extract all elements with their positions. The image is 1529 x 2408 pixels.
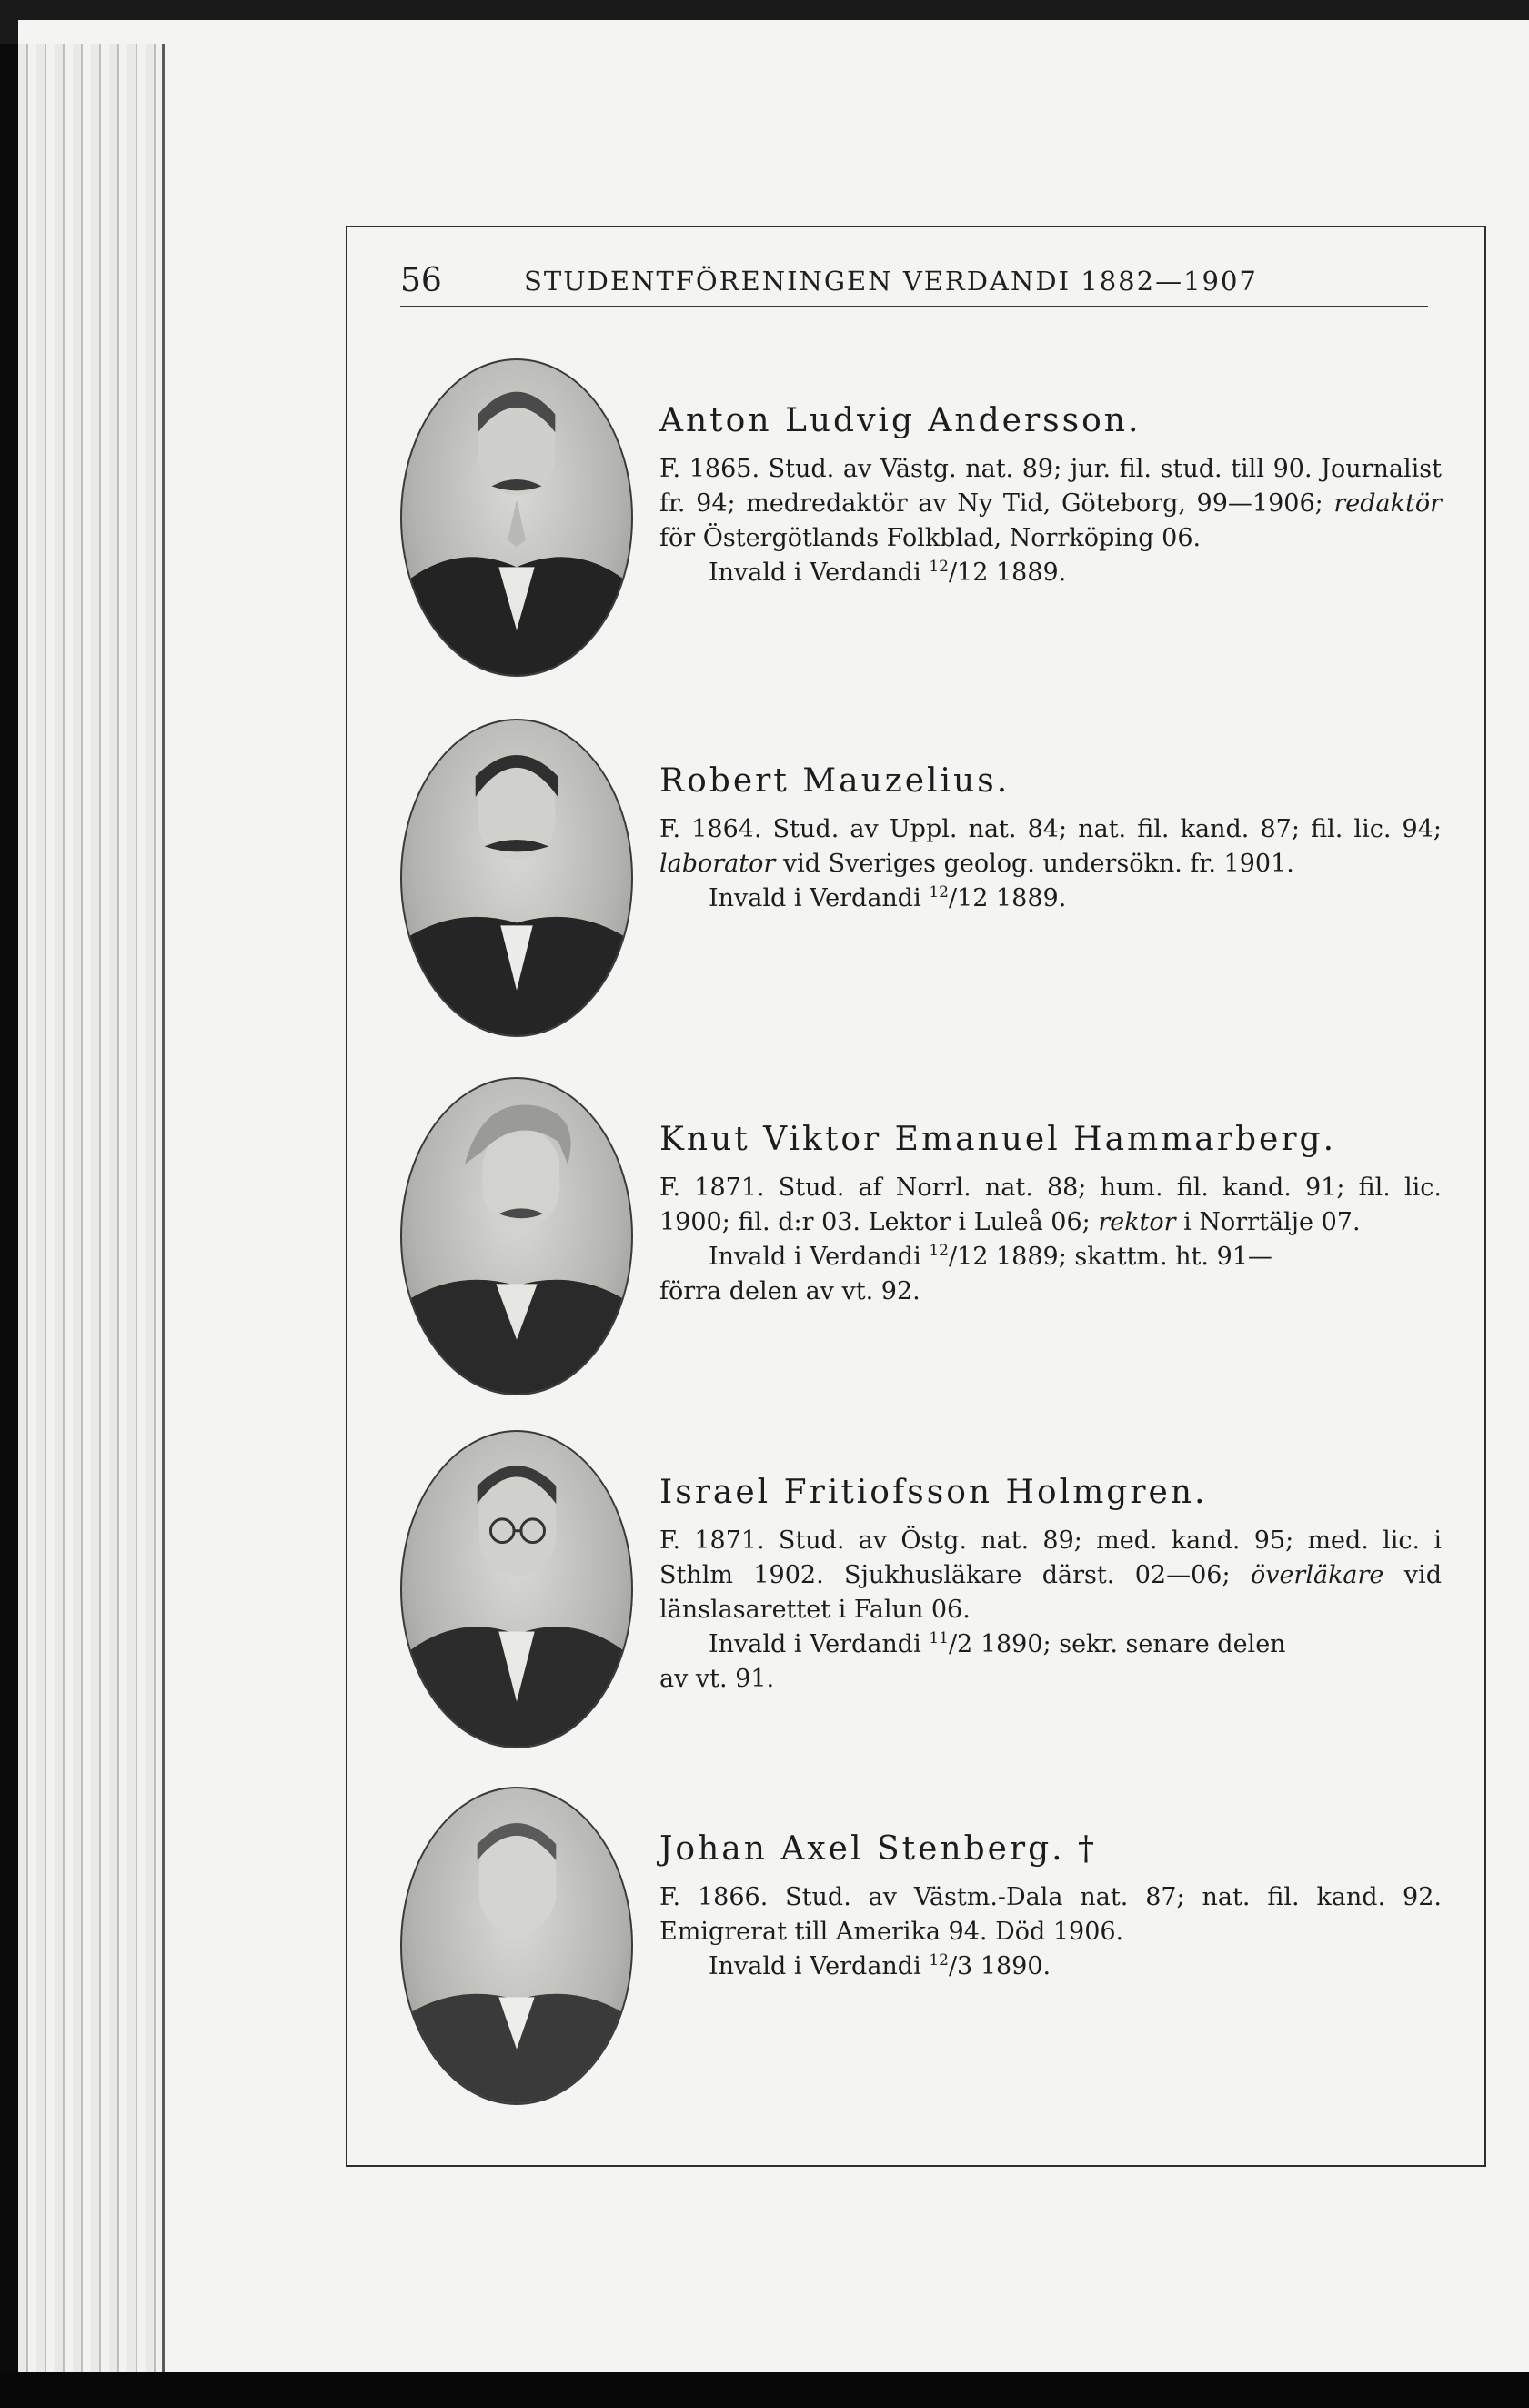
bio-text: F. 1865. Stud. av Västg. nat. 89; jur. fil. stud. till 90. Journalist fr. 94; medredaktör av Ny Tid, Göteborg, 99—1906; redaktör för Östergötlands Folkblad, Norrköping 06.: [659, 455, 1442, 552]
portrait-photo-icon: [400, 719, 633, 1037]
membership-line: Invald i Verdandi $^{12}$/12 1889; skattm. ht. 91—: [709, 1242, 1272, 1271]
membership-line: Invald i Verdandi $^{11}$/2 1890; sekr. senare delen: [709, 1629, 1286, 1658]
portrait-photo-icon: [400, 1787, 633, 2105]
bio-text: F. 1871. Stud. af Norrl. nat. 88; hum. fil. kand. 91; fil. lic. 1900; fil. d:r 03. Lektor i Luleå 06; rektor i Norrtälje 07.: [659, 1174, 1442, 1236]
membership-line-continued: av vt. 91.: [659, 1665, 775, 1693]
member-entry: [400, 719, 1446, 1046]
membership-line: Invald i Verdandi $^{12}$/12 1889.: [709, 558, 1067, 587]
person-name: Israel Fritiofsson Holmgren.: [659, 1474, 1208, 1511]
page-edges-stack: [18, 44, 165, 2372]
person-name: Johan Axel Stenberg. †: [659, 1830, 1098, 1868]
portrait-photo-icon: [400, 358, 633, 677]
portrait-photo-icon: [400, 1077, 633, 1395]
member-entry: [400, 358, 1446, 686]
member-entry: [400, 1430, 1446, 1758]
bio-text: F. 1864. Stud. av Uppl. nat. 84; nat. fil. kand. 87; fil. lic. 94; laborator vid Sveriges geolog. undersökn. fr. 1901.: [659, 815, 1442, 878]
bio-text: F. 1871. Stud. av Östg. nat. 89; med. kand. 95; med. lic. i Sthlm 1902. Sjukhusläkare därst. 02—06; överläkare vid länslasarettet i Falun 06.: [659, 1526, 1442, 1624]
bio-text: F. 1866. Stud. av Västm.-Dala nat. 87; nat. fil. kand. 92. Emigrerat till Amerika 94. Död 1906.: [659, 1883, 1442, 1946]
scanner-bottom-edge: [0, 2372, 1529, 2408]
portrait-photo-icon: [400, 1430, 633, 1748]
person-name: Robert Mauzelius.: [659, 762, 1011, 800]
running-title: STUDENTFÖRENINGEN VERDANDI 1882—1907: [524, 266, 1258, 297]
member-entry: [400, 1077, 1446, 1405]
membership-line-continued: förra delen av vt. 92.: [659, 1277, 920, 1305]
member-entry: [400, 1787, 1446, 2114]
person-name: Knut Viktor Emanuel Hammarberg.: [659, 1121, 1337, 1158]
person-name: Anton Ludvig Andersson.: [659, 402, 1142, 439]
membership-line: Invald i Verdandi $^{12}$/3 1890.: [709, 1951, 1051, 1980]
running-header: [400, 257, 1428, 307]
page-number: 56: [400, 262, 442, 299]
membership-line: Invald i Verdandi $^{12}$/12 1889.: [709, 883, 1067, 912]
